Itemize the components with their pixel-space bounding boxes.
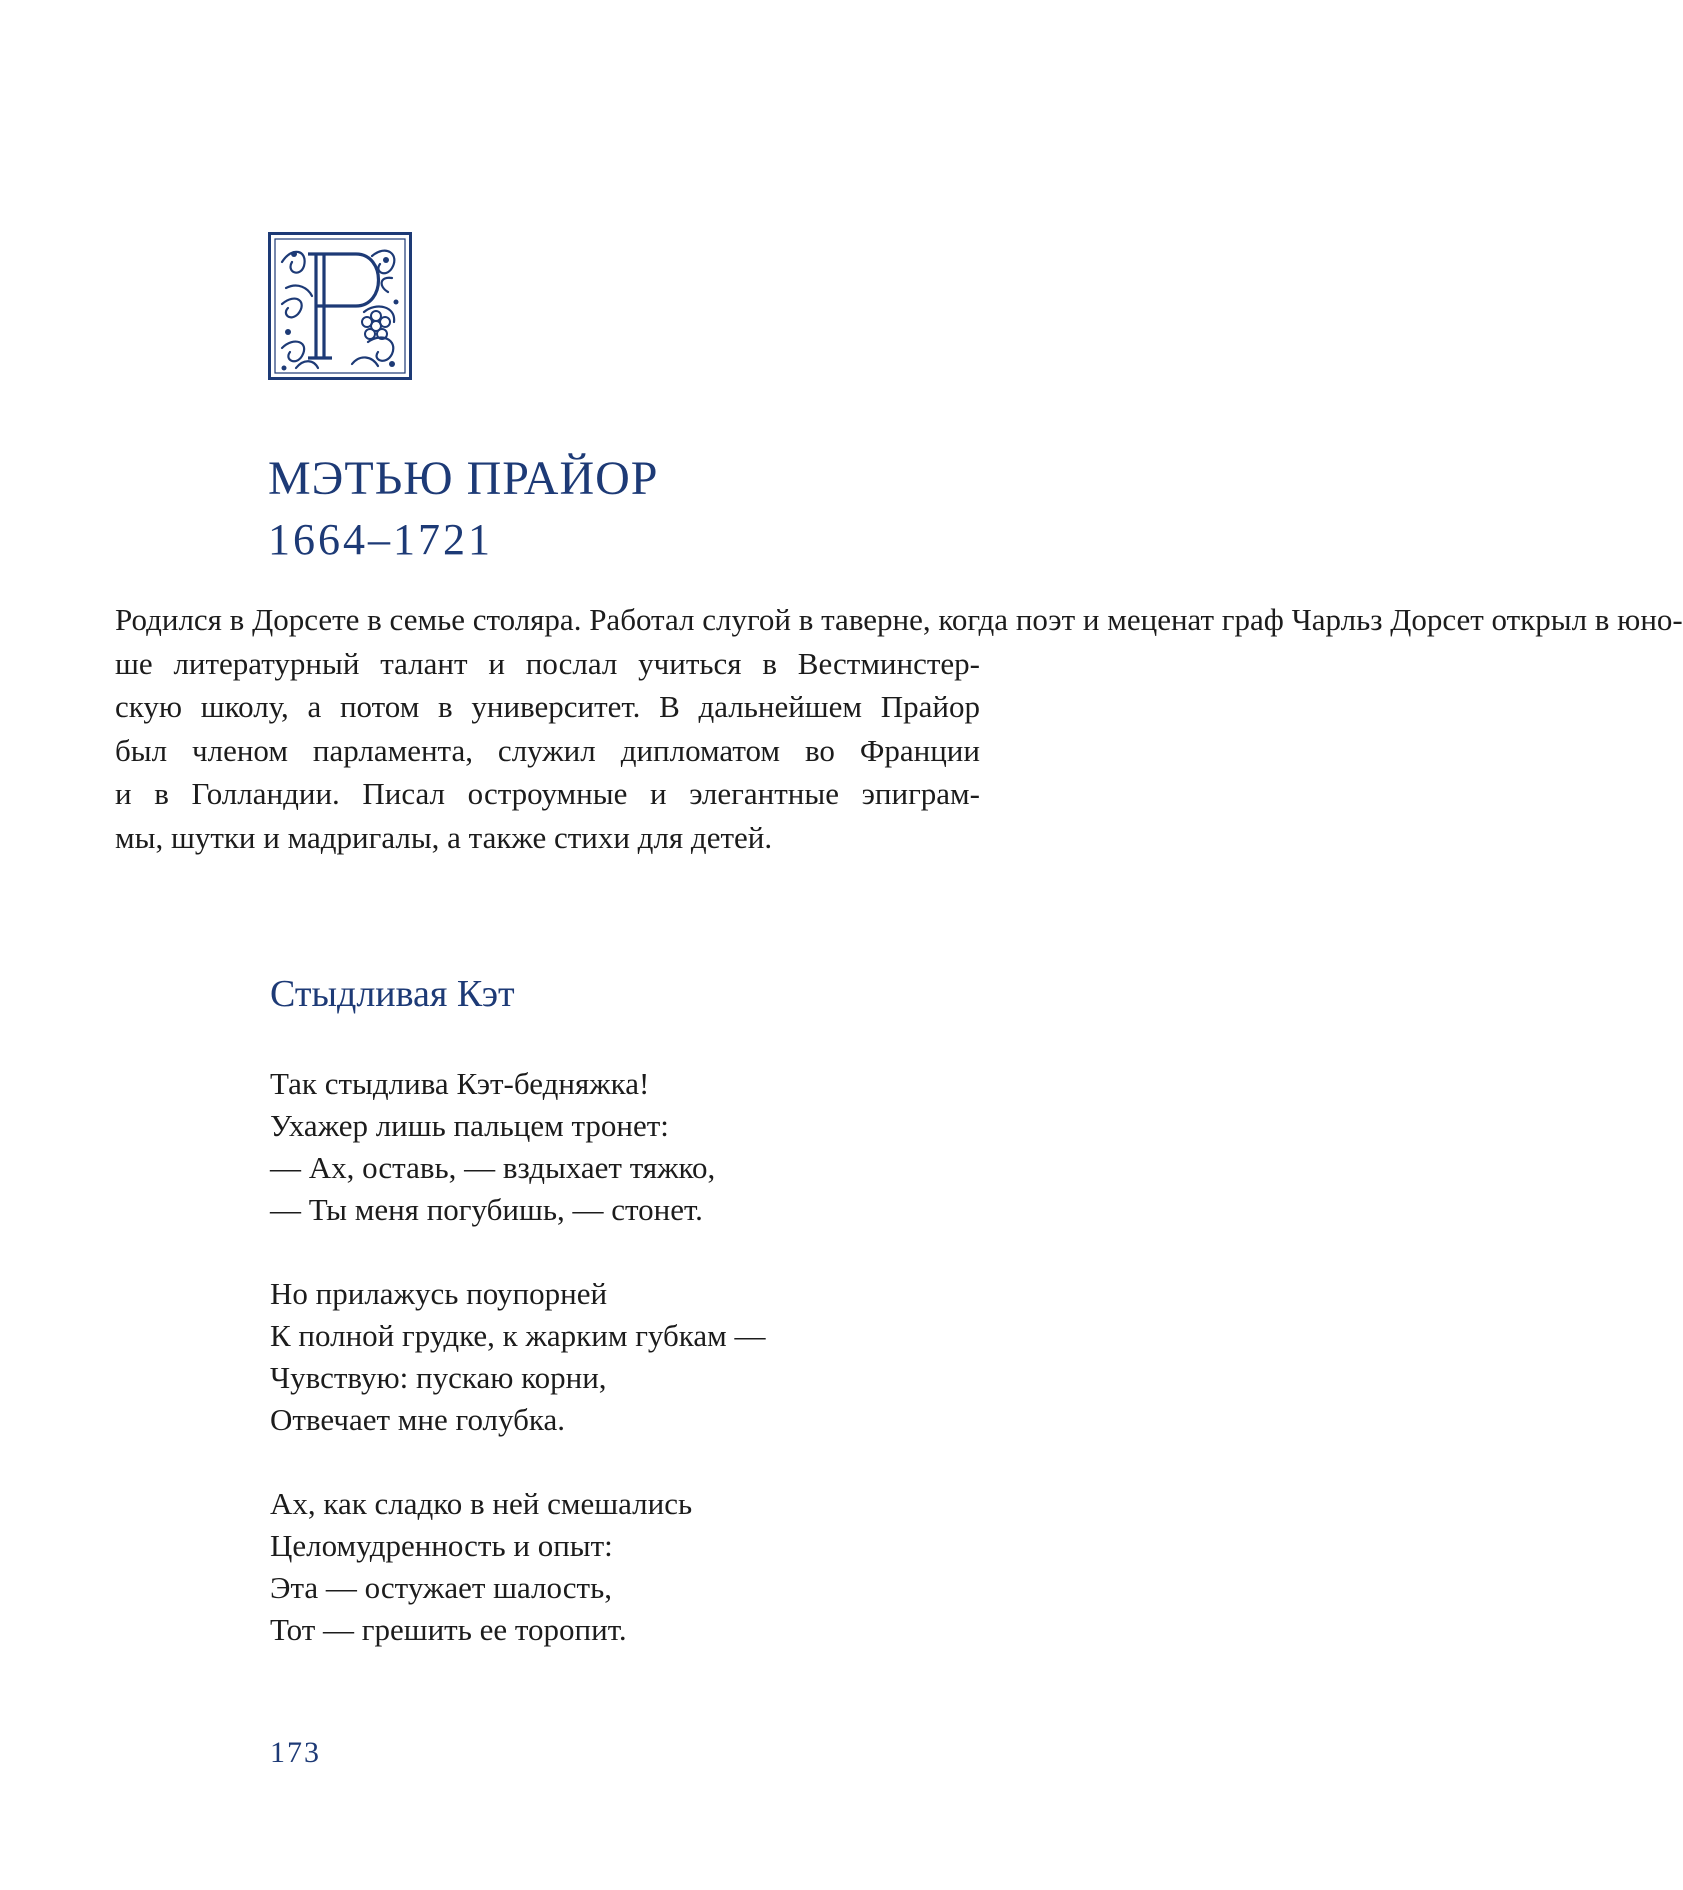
poem-line: Так стыдлива Кэт-бедняжка!: [270, 1066, 650, 1101]
poem-line: Ухажер лишь пальцем тронет:: [270, 1108, 669, 1143]
bio-line: Родился в Дорсете в семье столяра. Работал слугой в таверне, когда поэт и меценат граф Чарльз Дорсет открыл в юно-: [115, 602, 1683, 637]
decorative-initial-p: [268, 232, 412, 380]
poem-line: Целомудренность и опыт:: [270, 1528, 613, 1563]
poem-line: К полной грудке, к жарким губкам —: [270, 1318, 766, 1353]
bio-line: скую школу, а потом в университет. В дальнейшем Прайор: [115, 689, 980, 724]
poem-line: Эта — остужает шалость,: [270, 1570, 612, 1605]
stanza: [270, 1273, 766, 1441]
bio-line: был членом парламента, служил дипломатом во Франции: [115, 732, 980, 768]
bio-line: мы, шутки и мадригалы, а также стихи для детей.: [115, 819, 773, 855]
poem-line: — Ты меня погубишь, — стонет.: [270, 1192, 703, 1227]
poem-title: Стыдливая Кэт: [270, 973, 515, 1015]
author-name: МЭТЬЮ ПРАЙОР: [268, 452, 659, 505]
poem-line: Отвечает мне голубка.: [270, 1402, 565, 1437]
floral-initial-icon: [268, 232, 412, 380]
poem-line: — Ах, оставь, — вздыхает тяжко,: [270, 1150, 716, 1185]
poem-line: Чувствую: пускаю корни,: [270, 1360, 607, 1395]
stanza: [270, 1483, 766, 1651]
poem-body: [270, 1063, 766, 1693]
poem-line: Тот — грешить ее торопит.: [270, 1612, 627, 1647]
page-number: 173: [270, 1736, 321, 1769]
author-biography: [115, 598, 1683, 859]
stanza: [270, 1063, 766, 1231]
poem-line: Ах, как сладко в ней смешались: [270, 1486, 693, 1521]
poem-line: Но прилажусь поупорней: [270, 1276, 608, 1311]
bio-line: ше литературный талант и послал учиться в Вестминстер-: [115, 645, 980, 681]
bio-line: и в Голландии. Писал остроумные и элегантные эпиграм-: [115, 776, 980, 811]
author-years: 1664–1721: [268, 515, 493, 564]
